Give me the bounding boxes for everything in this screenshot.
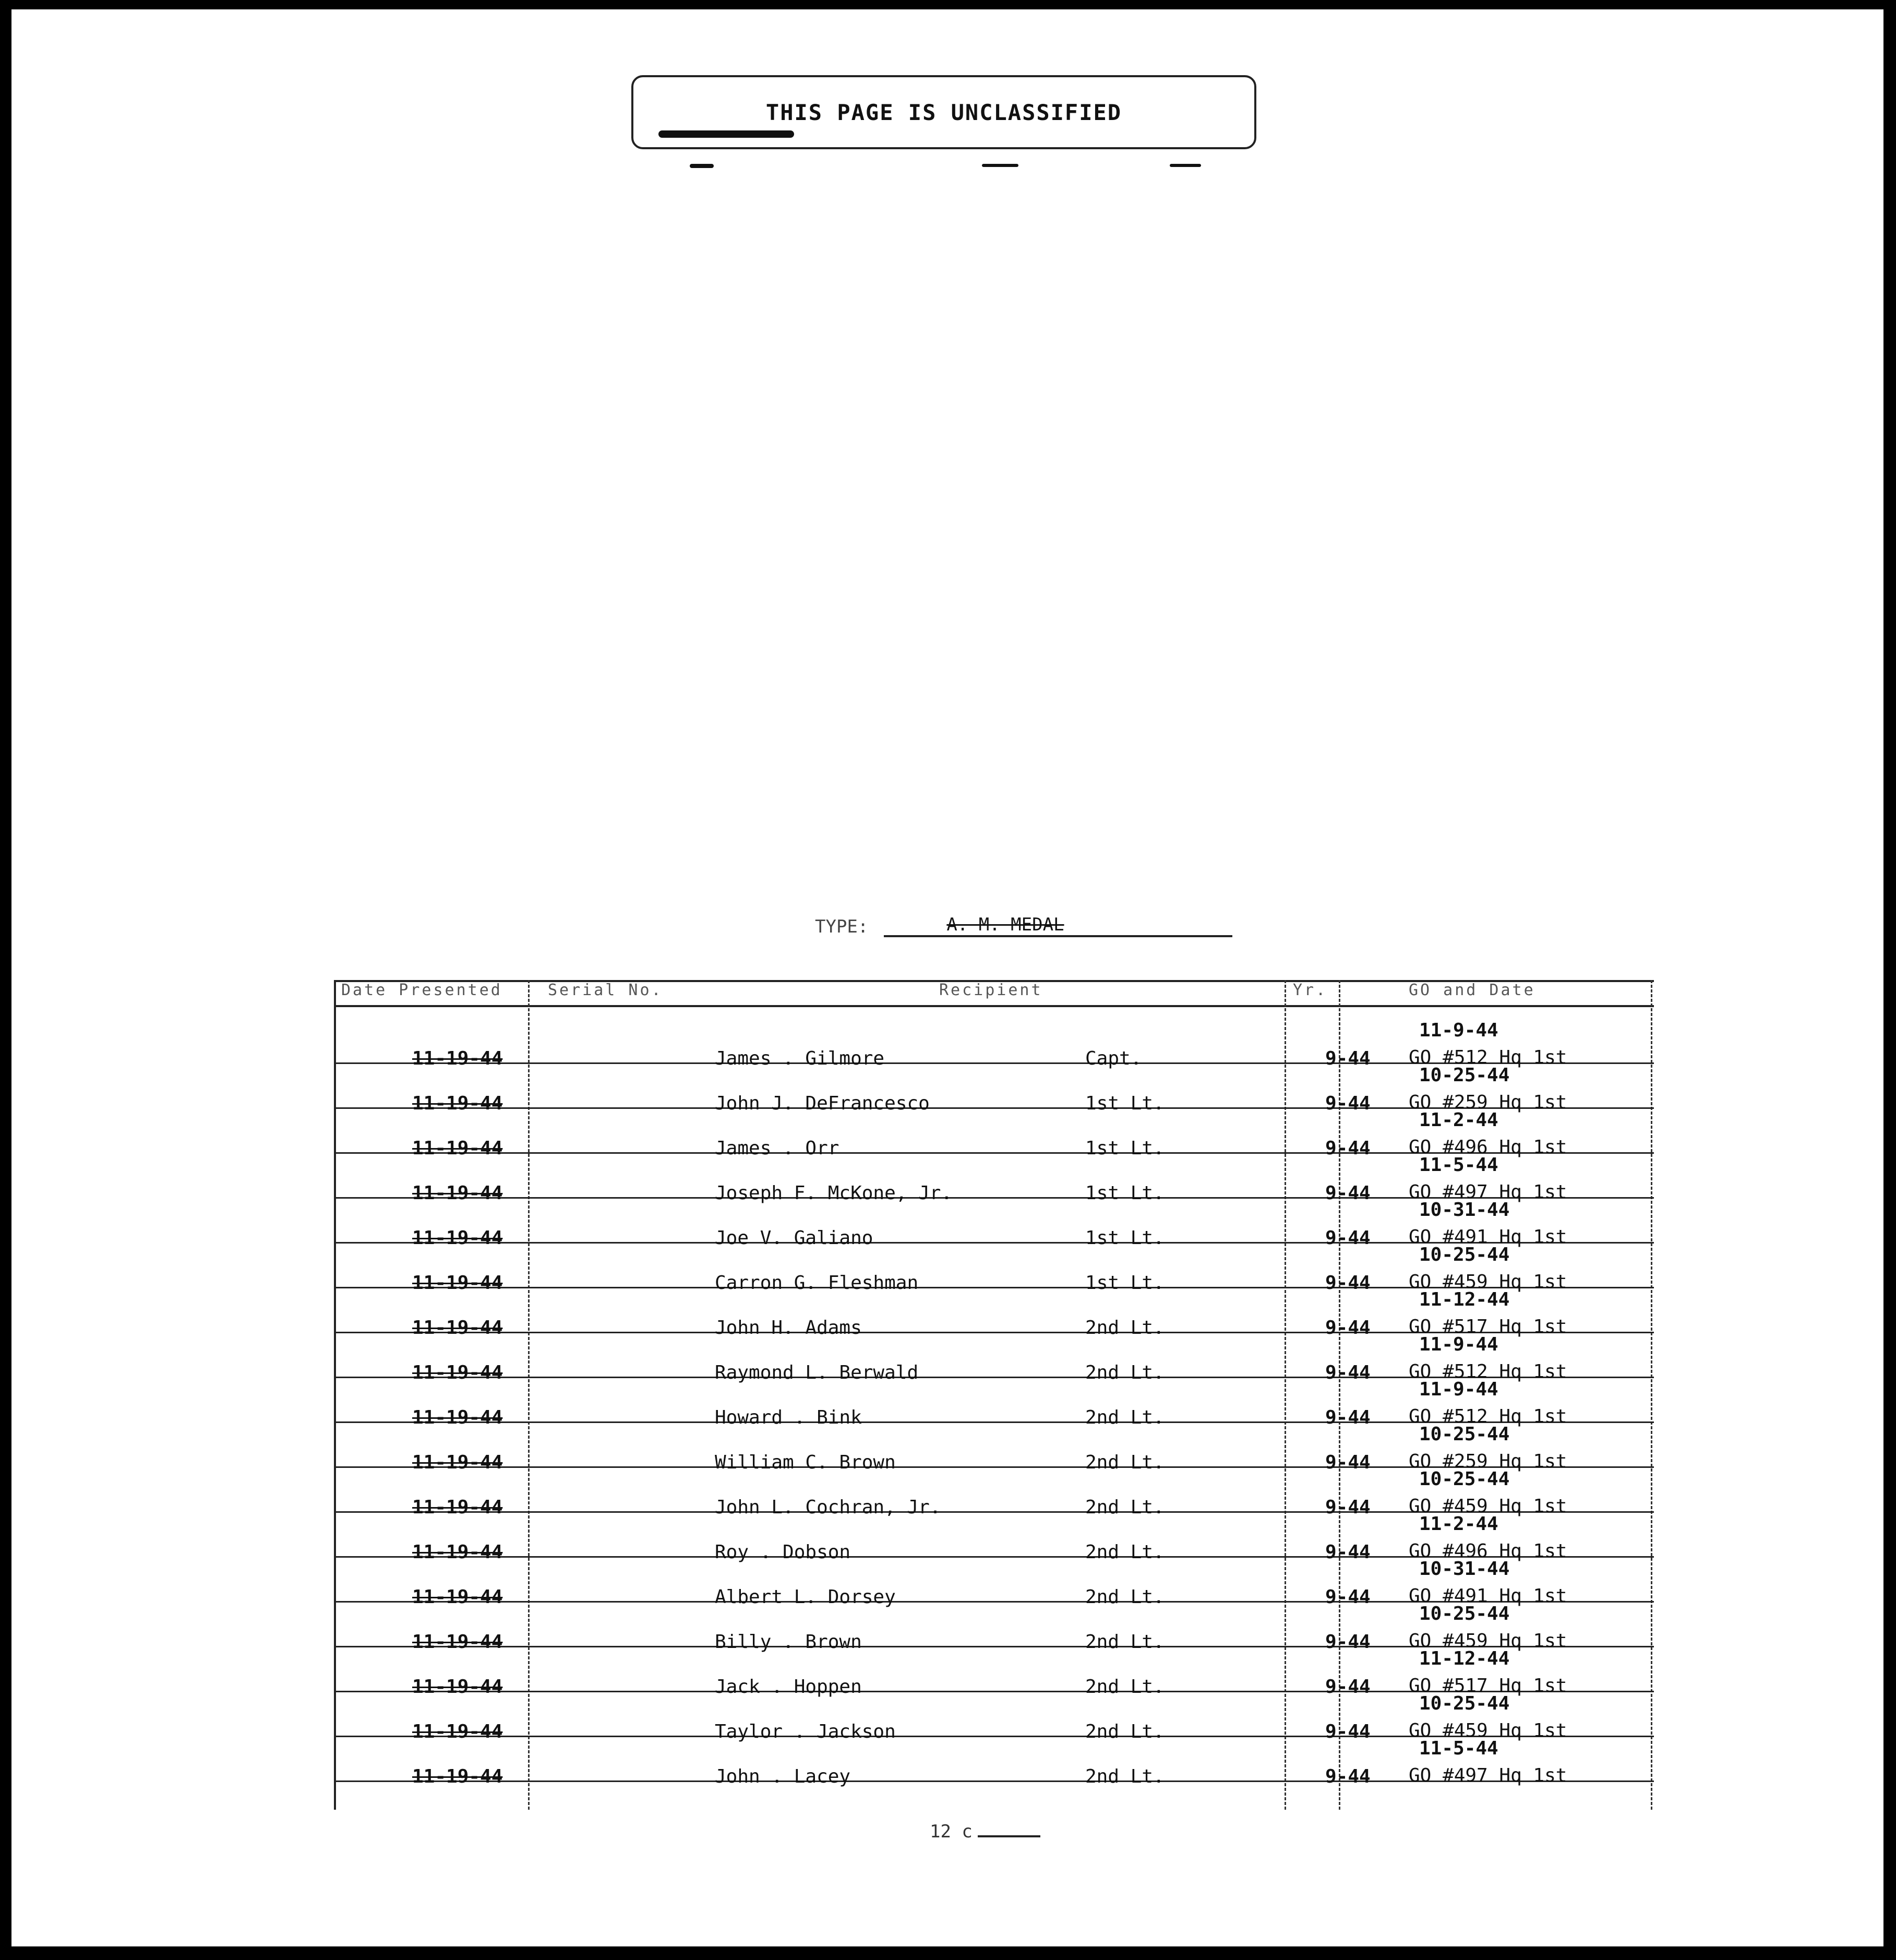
- year-code: 9-44: [1325, 1227, 1371, 1249]
- recipient-rank: 2nd Lt.: [1085, 1362, 1165, 1383]
- go-date: 10-31-44: [1419, 1558, 1510, 1580]
- date-presented: 11-19-44: [412, 1227, 503, 1249]
- year-code: 9-44: [1325, 1541, 1371, 1563]
- recipient-name: Jack . Hoppen: [715, 1676, 862, 1698]
- general-order: GO #512 Hq 1st: [1409, 1361, 1567, 1382]
- document-page: [11, 9, 1883, 1946]
- recipient-rank: 2nd Lt.: [1085, 1452, 1165, 1473]
- recipient-rank: 2nd Lt.: [1085, 1407, 1165, 1428]
- year-code: 9-44: [1325, 1452, 1371, 1473]
- footer-underline: [978, 1835, 1040, 1837]
- recipient-name: John . Lacey: [715, 1766, 851, 1787]
- recipient-name: John J. DeFrancesco: [715, 1093, 930, 1114]
- year-code: 9-44: [1325, 1182, 1371, 1204]
- recipient-rank: 2nd Lt.: [1085, 1586, 1165, 1608]
- recipient-name: James . Orr: [715, 1138, 839, 1159]
- general-order: GO #259 Hq 1st: [1409, 1092, 1567, 1113]
- date-presented: 11-19-44: [412, 1497, 503, 1518]
- type-value: A. M. MEDAL: [884, 914, 1232, 937]
- go-date: 10-25-44: [1419, 1424, 1510, 1445]
- general-order: GO #497 Hq 1st: [1409, 1765, 1567, 1786]
- year-code: 9-44: [1325, 1362, 1371, 1383]
- go-date: 10-31-44: [1419, 1199, 1510, 1221]
- recipient-name: Albert L. Dorsey: [715, 1586, 896, 1608]
- ink-smudge: [1170, 164, 1201, 167]
- year-code: 9-44: [1325, 1317, 1371, 1338]
- recipient-name: Joseph F. McKone, Jr.: [715, 1182, 953, 1204]
- classification-banner: [631, 75, 1256, 149]
- recipient-name: John L. Cochran, Jr.: [715, 1497, 941, 1518]
- page-footer: [930, 1821, 1040, 1842]
- go-date: 10-25-44: [1419, 1603, 1510, 1624]
- awards-table: [334, 980, 1654, 1810]
- general-order: GO #517 Hq 1st: [1409, 1316, 1567, 1337]
- go-date: 10-25-44: [1419, 1244, 1510, 1265]
- date-presented: 11-19-44: [412, 1272, 503, 1294]
- go-date: 11-12-44: [1419, 1289, 1510, 1310]
- ink-smudge: [982, 164, 1018, 167]
- date-presented: 11-19-44: [412, 1766, 503, 1787]
- date-presented: 11-19-44: [412, 1317, 503, 1338]
- general-order: GO #497 Hq 1st: [1409, 1181, 1567, 1203]
- classification-text: THIS PAGE IS UNCLASSIFIED: [765, 99, 1122, 125]
- year-code: 9-44: [1325, 1272, 1371, 1294]
- date-presented: 11-19-44: [412, 1721, 503, 1742]
- recipient-rank: 2nd Lt.: [1085, 1541, 1165, 1563]
- table-row: [334, 1738, 1654, 1797]
- general-order: GO #512 Hq 1st: [1409, 1406, 1567, 1427]
- type-label: TYPE:: [815, 916, 869, 937]
- recipient-rank: 1st Lt.: [1085, 1182, 1165, 1204]
- date-presented: 11-19-44: [412, 1138, 503, 1159]
- date-presented: 11-19-44: [412, 1586, 503, 1608]
- year-code: 9-44: [1325, 1497, 1371, 1518]
- recipient-rank: 1st Lt.: [1085, 1272, 1165, 1294]
- go-date: 10-25-44: [1419, 1693, 1510, 1714]
- go-date: 11-2-44: [1419, 1513, 1498, 1535]
- column-header-year: Yr.: [1293, 981, 1328, 999]
- recipient-name: John H. Adams: [715, 1317, 862, 1338]
- go-date: 11-2-44: [1419, 1109, 1498, 1131]
- recipient-name: Billy . Brown: [715, 1631, 862, 1653]
- recipient-rank: 2nd Lt.: [1085, 1631, 1165, 1653]
- recipient-name: Roy . Dobson: [715, 1541, 851, 1563]
- column-header-recipient: Recipient: [939, 981, 1043, 999]
- recipient-name: Howard . Bink: [715, 1407, 862, 1428]
- year-code: 9-44: [1325, 1586, 1371, 1608]
- recipient-rank: 2nd Lt.: [1085, 1497, 1165, 1518]
- header-rule-bottom: [334, 1005, 1654, 1007]
- year-code: 9-44: [1325, 1766, 1371, 1787]
- go-date: 10-25-44: [1419, 1468, 1510, 1490]
- go-date: 11-5-44: [1419, 1738, 1498, 1759]
- go-date: 10-25-44: [1419, 1065, 1510, 1086]
- date-presented: 11-19-44: [412, 1631, 503, 1653]
- type-line: [815, 912, 1232, 937]
- recipient-rank: Capt.: [1085, 1048, 1142, 1069]
- year-code: 9-44: [1325, 1048, 1371, 1069]
- general-order: GO #459 Hq 1st: [1409, 1720, 1567, 1741]
- general-order: GO #512 Hq 1st: [1409, 1047, 1567, 1068]
- date-presented: 11-19-44: [412, 1182, 503, 1204]
- recipient-name: Joe V. Galiano: [715, 1227, 873, 1249]
- column-header-date: Date Presented: [341, 981, 502, 999]
- date-presented: 11-19-44: [412, 1452, 503, 1473]
- date-presented: 11-19-44: [412, 1093, 503, 1114]
- general-order: GO #491 Hq 1st: [1409, 1585, 1567, 1607]
- recipient-rank: 2nd Lt.: [1085, 1317, 1165, 1338]
- go-date: 11-12-44: [1419, 1648, 1510, 1669]
- recipient-name: Raymond L. Berwald: [715, 1362, 919, 1383]
- general-order: GO #259 Hq 1st: [1409, 1451, 1567, 1472]
- general-order: GO #496 Hq 1st: [1409, 1137, 1567, 1158]
- go-date: 11-9-44: [1419, 1020, 1498, 1041]
- general-order: GO #491 Hq 1st: [1409, 1226, 1567, 1248]
- year-code: 9-44: [1325, 1093, 1371, 1114]
- recipient-rank: 2nd Lt.: [1085, 1766, 1165, 1787]
- recipient-name: Taylor . Jackson: [715, 1721, 896, 1742]
- date-presented: 11-19-44: [412, 1541, 503, 1563]
- ink-smudge: [690, 164, 714, 168]
- year-code: 9-44: [1325, 1138, 1371, 1159]
- general-order: GO #517 Hq 1st: [1409, 1675, 1567, 1696]
- date-presented: 11-19-44: [412, 1407, 503, 1428]
- recipient-rank: 1st Lt.: [1085, 1093, 1165, 1114]
- year-code: 9-44: [1325, 1676, 1371, 1698]
- general-order: GO #496 Hq 1st: [1409, 1540, 1567, 1562]
- go-date: 11-9-44: [1419, 1334, 1498, 1355]
- date-presented: 11-19-44: [412, 1362, 503, 1383]
- recipient-name: James . Gilmore: [715, 1048, 885, 1069]
- recipient-name: Carron G. Fleshman: [715, 1272, 919, 1294]
- column-header-go: GO and Date: [1409, 981, 1535, 999]
- footer-text: 12 c: [930, 1821, 973, 1842]
- column-header-serial: Serial No.: [548, 981, 663, 999]
- date-presented: 11-19-44: [412, 1676, 503, 1698]
- recipient-rank: 1st Lt.: [1085, 1227, 1165, 1249]
- date-presented: 11-19-44: [412, 1048, 503, 1069]
- year-code: 9-44: [1325, 1407, 1371, 1428]
- recipient-rank: 2nd Lt.: [1085, 1676, 1165, 1698]
- general-order: GO #459 Hq 1st: [1409, 1630, 1567, 1652]
- recipient-rank: 2nd Lt.: [1085, 1721, 1165, 1742]
- ink-smudge: [658, 130, 794, 138]
- go-date: 11-9-44: [1419, 1379, 1498, 1400]
- recipient-name: William C. Brown: [715, 1452, 896, 1473]
- year-code: 9-44: [1325, 1631, 1371, 1653]
- year-code: 9-44: [1325, 1721, 1371, 1742]
- go-date: 11-5-44: [1419, 1154, 1498, 1176]
- recipient-rank: 1st Lt.: [1085, 1138, 1165, 1159]
- general-order: GO #459 Hq 1st: [1409, 1496, 1567, 1517]
- general-order: GO #459 Hq 1st: [1409, 1271, 1567, 1293]
